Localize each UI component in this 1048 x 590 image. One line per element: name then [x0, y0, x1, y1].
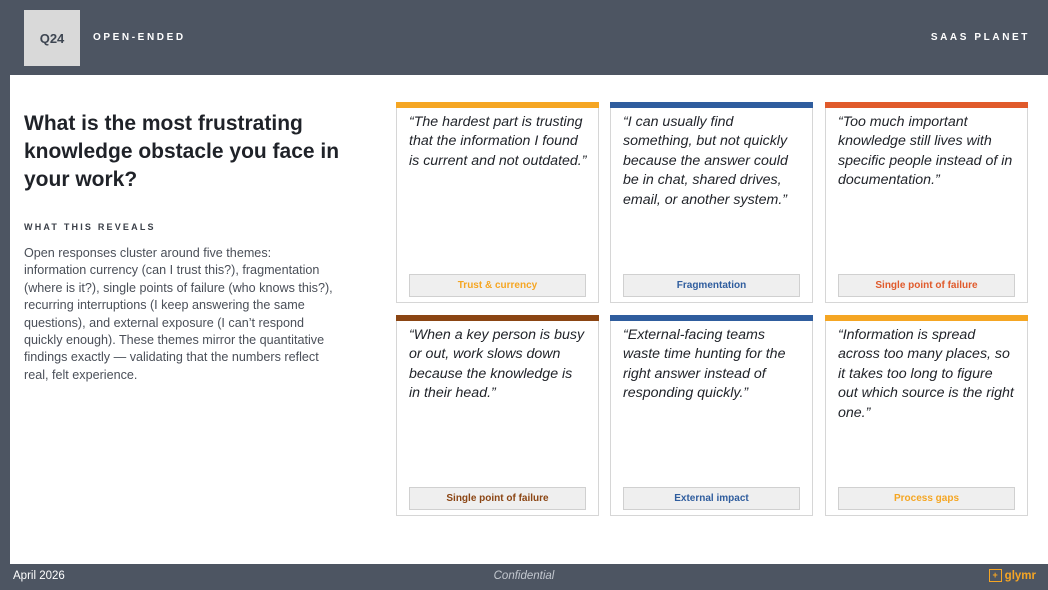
card-accent-bar [610, 315, 813, 321]
theme-tag: External impact [623, 487, 800, 510]
quote-text: “When a key person is busy or out, work slows down because the knowledge is in their head.” [409, 327, 585, 402]
card-accent-bar [825, 315, 1028, 321]
page-title: What is the most frustrating knowledge obstacle you face in your work? [24, 112, 340, 191]
card-accent-bar [610, 102, 813, 108]
quote-text: “Too much important knowledge still lives with specific people instead of in documentation.” [838, 114, 1013, 189]
logo-mark-icon: + [989, 569, 1002, 582]
glymr-logo [989, 569, 1036, 582]
slide-content [10, 75, 1048, 564]
theme-tag: Trust & currency [409, 274, 586, 297]
quote-text: “Information is spread across too many places, so it takes too long to figure out which source is the right one.” [838, 327, 1014, 421]
theme-tag: Fragmentation [623, 274, 800, 297]
quote-text: “External-facing teams waste time hunting for the right answer instead of responding quickly.” [623, 327, 786, 402]
quote-card [610, 102, 813, 303]
question-type-label: OPEN-ENDED [93, 32, 186, 43]
footer-date: April 2026 [13, 570, 65, 582]
card-accent-bar [396, 102, 599, 108]
quote-card [610, 315, 813, 516]
question-number-badge: Q24 [24, 10, 80, 66]
card-accent-bar [825, 102, 1028, 108]
theme-tag: Single point of failure [838, 274, 1015, 297]
confidential-label: Confidential [493, 570, 555, 582]
slide-header [0, 0, 1048, 75]
quote-text: “I can usually find something, but not quickly because the answer could be in chat, shared drives, email, or another system.” [623, 114, 788, 208]
quote-card [396, 315, 599, 516]
quote-card [825, 315, 1028, 516]
card-accent-bar [396, 315, 599, 321]
logo-text: glymr [1004, 569, 1036, 582]
reveals-label: WHAT THIS REVEALS [24, 222, 156, 232]
brand-name: SAAS PLANET [930, 32, 1030, 43]
quote-text: “The hardest part is trusting that the information I found is current and not outdated.” [409, 114, 587, 169]
quote-card [825, 102, 1028, 303]
theme-tag: Process gaps [838, 487, 1015, 510]
reveals-body: Open responses cluster around five themes: information currency (can I trust this?), fragmentation (where is it?), single points of failure (who knows this?), recurring interruptions (I keep answering the same questions), and external exposure (I can’t respond quickly enough). These themes mirror the quantitative findings exactly — validating that the numbers reflect real, felt experience. [24, 246, 333, 382]
quote-card [396, 102, 599, 303]
theme-tag: Single point of failure [409, 487, 586, 510]
